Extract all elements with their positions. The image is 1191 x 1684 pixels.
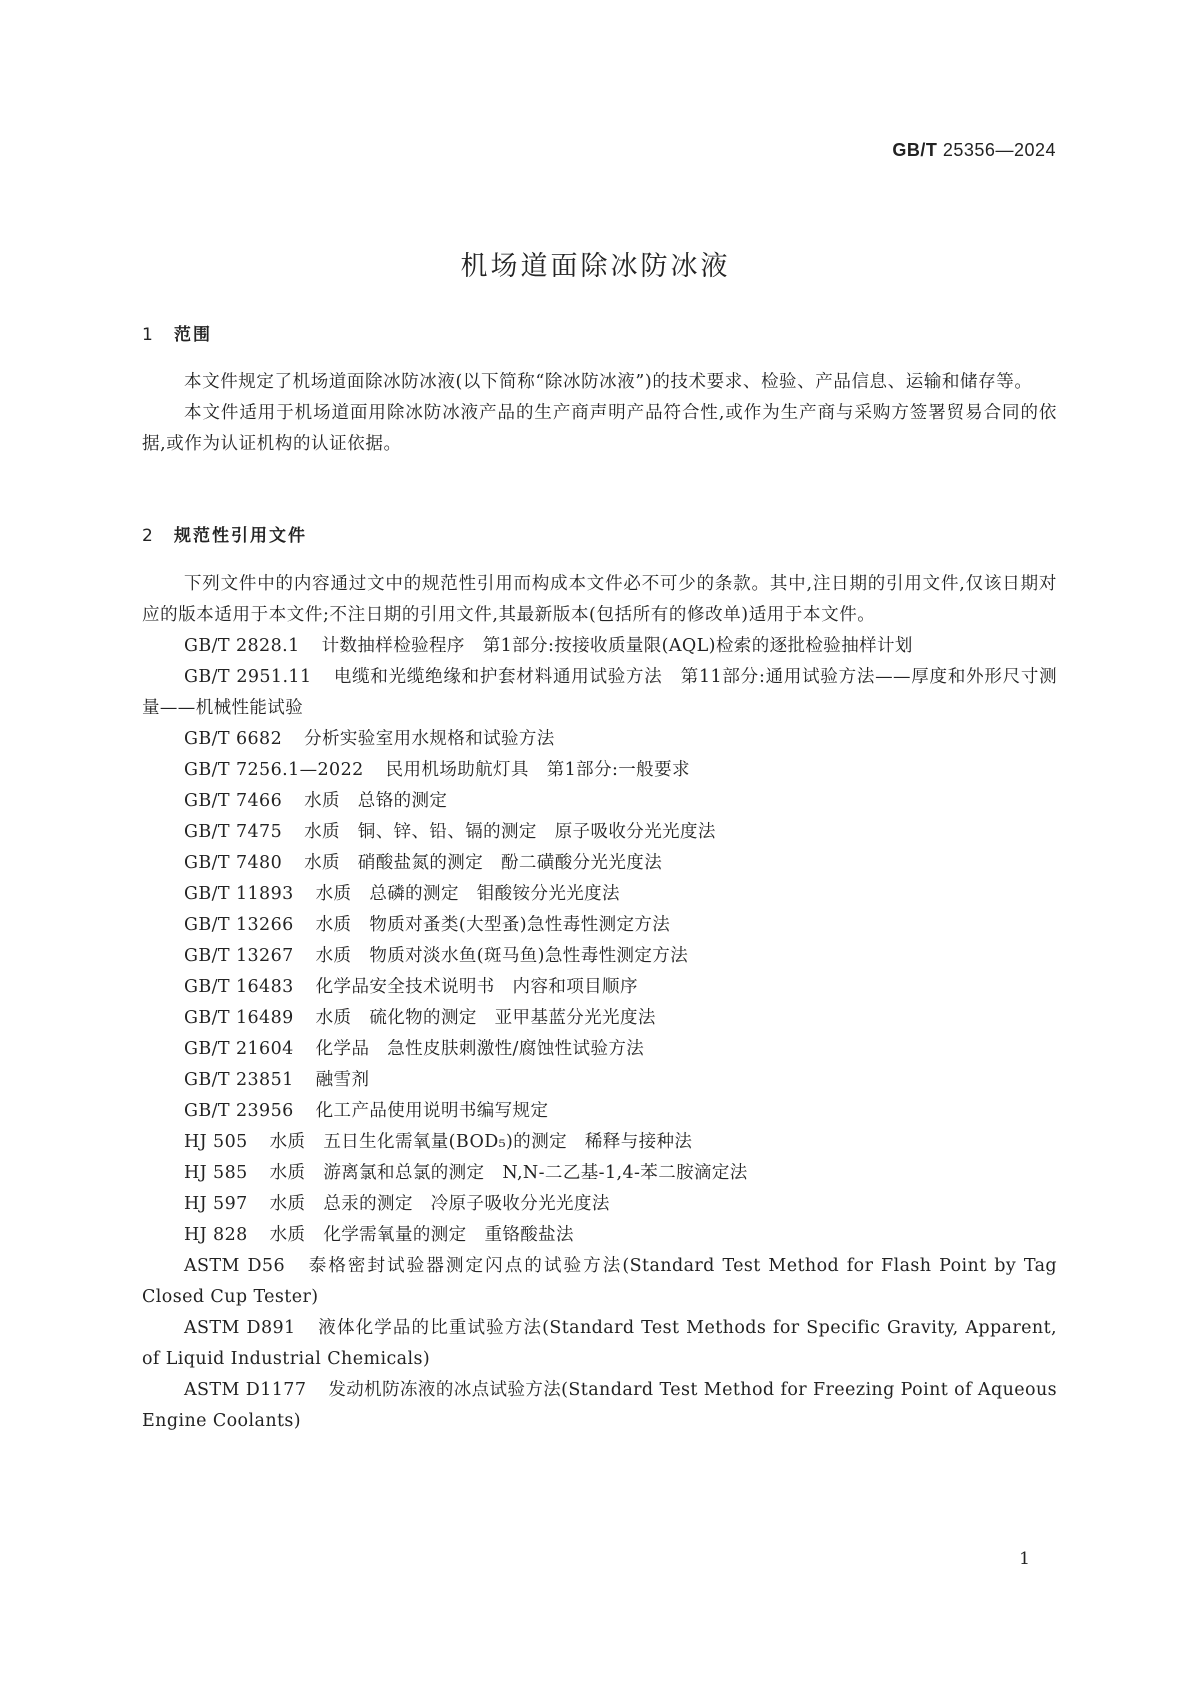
section-1-number: 1: [142, 325, 155, 345]
reference-entry: [142, 1096, 1057, 1127]
reference-title: 水质 游离氯和总氯的测定 N,N-二乙基-1,4-苯二胺滴定法: [269, 1163, 748, 1183]
reference-title: 水质 化学需氧量的测定 重铬酸盐法: [269, 1225, 574, 1245]
reference-entry: [142, 848, 1057, 879]
reference-entry: [142, 1251, 1057, 1313]
section-2-heading: [142, 521, 307, 546]
reference-code: GB/T 23851: [184, 1070, 294, 1090]
reference-code: HJ 828: [184, 1225, 248, 1245]
reference-title: 水质 硝酸盐氮的测定 酚二磺酸分光光度法: [304, 853, 663, 873]
reference-code: HJ 505: [184, 1132, 248, 1152]
reference-code: ASTM D1177: [184, 1380, 307, 1400]
reference-code: HJ 585: [184, 1163, 248, 1183]
reference-title: 分析实验室用水规格和试验方法: [304, 729, 555, 749]
reference-entry: [142, 1003, 1057, 1034]
reference-code: HJ 597: [184, 1194, 248, 1214]
reference-code: GB/T 2828.1: [184, 636, 300, 656]
reference-title: 化工产品使用说明书编写规定: [315, 1101, 549, 1121]
document-title: 机场道面除冰防冰液: [460, 251, 731, 282]
reference-title: 化学品安全技术说明书 内容和项目顺序: [315, 977, 638, 997]
reference-entry: [142, 817, 1057, 848]
reference-title: 水质 物质对蚤类(大型蚤)急性毒性测定方法: [315, 915, 671, 935]
reference-title: 电缆和光缆绝缘和护套材料通用试验方法 第11部分:通用试验方法——厚度和外形尺寸测量——机械性能试验: [142, 667, 1058, 718]
reference-entry: [142, 1375, 1057, 1437]
reference-title: 液体化学品的比重试验方法(Standard Test Methods for Specific Gravity, Apparent, of Liquid Industrial Chemicals): [142, 1318, 1057, 1369]
reference-code: GB/T 16489: [184, 1008, 294, 1028]
scope-paragraph-2: 本文件适用于机场道面用除冰防冰液产品的生产商声明产品符合性,或作为生产商与采购方签署贸易合同的依据,或作为认证机构的认证依据。: [142, 403, 1057, 454]
standard-code: 25356—2024: [942, 140, 1056, 160]
reference-code: GB/T 23956: [184, 1101, 294, 1121]
reference-code: GB/T 7475: [184, 822, 283, 842]
reference-title: 泰格密封试验器测定闪点的试验方法(Standard Test Method for Flash Point by Tag Closed Cup Tester): [142, 1256, 1058, 1307]
reference-code: GB/T 11893: [184, 884, 294, 904]
standard-number: [892, 140, 1056, 161]
page-number: 1: [1019, 1549, 1030, 1569]
reference-title: 计数抽样检验程序 第1部分:按接收质量限(AQL)检索的逐批检验抽样计划: [321, 636, 913, 656]
standard-prefix: GB/T: [892, 140, 938, 160]
section-1-body: [142, 367, 1057, 460]
reference-title: 发动机防冻液的冰点试验方法(Standard Test Method for Freezing Point of Aqueous Engine Coolants): [142, 1380, 1057, 1431]
section-1-title: 范围: [174, 325, 212, 345]
reference-code: GB/T 6682: [184, 729, 283, 749]
reference-entry: [142, 1034, 1057, 1065]
reference-entry: [142, 724, 1057, 755]
section-1-heading: [142, 320, 212, 345]
reference-entry: [142, 972, 1057, 1003]
references-intro: 下列文件中的内容通过文中的规范性引用而构成本文件必不可少的条款。其中,注日期的引用文件,仅该日期对应的版本适用于本文件;不注日期的引用文件,其最新版本(包括所有的修改单)适用于本文件。: [142, 574, 1057, 625]
reference-code: GB/T 7480: [184, 853, 283, 873]
section-2-title: 规范性引用文件: [174, 526, 307, 546]
reference-entry: [142, 631, 1057, 662]
reference-entry: [142, 879, 1057, 910]
reference-list: [142, 631, 1057, 1437]
reference-title: 融雪剂: [315, 1070, 370, 1090]
reference-entry: [142, 1313, 1057, 1375]
reference-title: 水质 物质对淡水鱼(斑马鱼)急性毒性测定方法: [315, 946, 689, 966]
reference-code: ASTM D891: [184, 1318, 296, 1338]
reference-entry: [142, 910, 1057, 941]
reference-entry: [142, 755, 1057, 786]
section-2-number: 2: [142, 526, 155, 546]
reference-title: 水质 总汞的测定 冷原子吸收分光光度法: [269, 1194, 610, 1214]
reference-entry: [142, 1189, 1057, 1220]
reference-title: 水质 总磷的测定 钼酸铵分光光度法: [315, 884, 620, 904]
reference-code: GB/T 13266: [184, 915, 294, 935]
reference-code: GB/T 21604: [184, 1039, 294, 1059]
reference-title: 水质 五日生化需氧量(BOD₅)的测定 稀释与接种法: [269, 1132, 693, 1152]
reference-code: GB/T 7466: [184, 791, 283, 811]
reference-title: 水质 总铬的测定: [304, 791, 448, 811]
reference-entry: [142, 786, 1057, 817]
reference-entry: [142, 1065, 1057, 1096]
reference-code: GB/T 13267: [184, 946, 294, 966]
reference-code: ASTM D56: [184, 1256, 285, 1276]
reference-code: GB/T 2951.11: [184, 667, 312, 687]
reference-entry: [142, 941, 1057, 972]
reference-entry: [142, 662, 1057, 724]
reference-entry: [142, 1127, 1057, 1158]
scope-paragraph-1: 本文件规定了机场道面除冰防冰液(以下简称“除冰防冰液”)的技术要求、检验、产品信息、运输和储存等。: [184, 372, 1033, 392]
reference-entry: [142, 1158, 1057, 1189]
reference-code: GB/T 16483: [184, 977, 294, 997]
reference-title: 民用机场助航灯具 第1部分:一般要求: [385, 760, 690, 780]
reference-title: 化学品 急性皮肤刺激性/腐蚀性试验方法: [315, 1039, 645, 1059]
reference-entry: [142, 1220, 1057, 1251]
reference-code: GB/T 7256.1—2022: [184, 760, 364, 780]
section-2-body: [142, 569, 1057, 1437]
reference-title: 水质 铜、锌、铅、镉的测定 原子吸收分光光度法: [304, 822, 716, 842]
reference-title: 水质 硫化物的测定 亚甲基蓝分光光度法: [315, 1008, 656, 1028]
